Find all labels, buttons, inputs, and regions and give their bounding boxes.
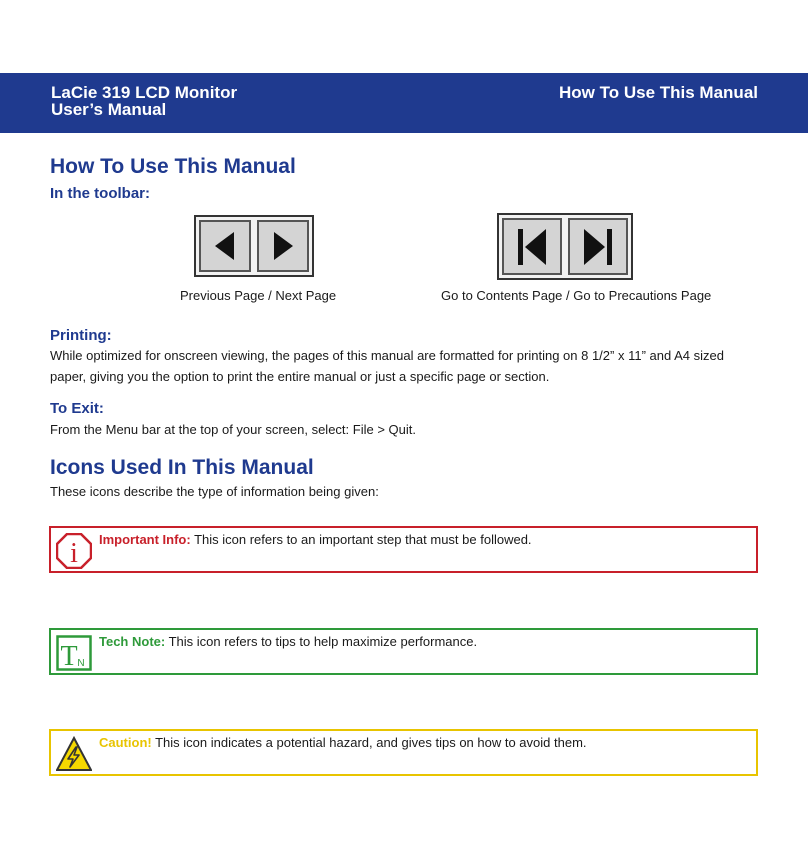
section-title: How To Use This Manual	[559, 83, 758, 102]
icons-section-intro: These icons describe the type of information being given:	[50, 484, 379, 499]
important-info-icon	[56, 533, 92, 569]
page-title: How To Use This Manual	[50, 155, 296, 178]
caution-label: Caution!	[99, 735, 152, 750]
tech-note-text	[99, 634, 477, 649]
tech-note-icon	[56, 635, 92, 671]
prev-next-button-group	[194, 215, 314, 277]
important-info-label: Important Info:	[99, 532, 191, 547]
important-info-box	[49, 526, 758, 573]
tech-small-letter: N	[77, 658, 85, 669]
exit-text: From the Menu bar at the top of your screen, select: File > Quit.	[50, 422, 416, 437]
printing-text-line1: While optimized for onscreen viewing, the pages of this manual are formatted for printing on 8 1/2” x 11” and A4 sized	[50, 348, 724, 363]
contents-precautions-button-group	[497, 213, 633, 280]
caution-box	[49, 729, 758, 776]
caution-description: This icon indicates a potential hazard, and gives tips on how to avoid them.	[151, 735, 587, 750]
printing-text-line2: paper, giving you the option to print the entire manual or just a specific page or section.	[50, 369, 550, 384]
tech-note-label: Tech Note:	[99, 634, 166, 649]
tech-big-letter: T	[60, 641, 78, 671]
prev-next-caption: Previous Page / Next Page	[180, 288, 337, 303]
tech-note-box	[49, 628, 758, 675]
important-info-description: This icon refers to an important step that must be followed.	[190, 532, 532, 547]
important-letter: i	[70, 538, 78, 569]
contents-precautions-caption: Go to Contents Page / Go to Precautions Page	[441, 288, 712, 303]
exit-heading: To Exit:	[50, 400, 104, 417]
printing-heading: Printing:	[50, 327, 112, 344]
skip-to-first-icon	[515, 227, 549, 267]
triangle-left-icon	[212, 230, 238, 262]
manual-title-line1: LaCie 319 LCD Monitor	[51, 83, 238, 102]
manual-title	[51, 84, 237, 118]
tech-note-description: This icon refers to tips to help maximize performance.	[165, 634, 478, 649]
triangle-right-icon	[270, 230, 296, 262]
next-page-button[interactable]	[257, 220, 309, 272]
important-info-text	[99, 532, 532, 547]
toolbar-heading: In the toolbar:	[50, 185, 150, 202]
contents-page-button[interactable]	[502, 218, 562, 275]
icons-section-title: Icons Used In This Manual	[50, 456, 314, 479]
page-header	[0, 73, 808, 133]
precautions-page-button[interactable]	[568, 218, 628, 275]
skip-to-last-icon	[581, 227, 615, 267]
manual-title-line2: User’s Manual	[51, 100, 167, 119]
caution-lightning-icon	[56, 736, 92, 772]
caution-text	[99, 735, 587, 750]
printing-text	[50, 345, 760, 387]
previous-page-button[interactable]	[199, 220, 251, 272]
